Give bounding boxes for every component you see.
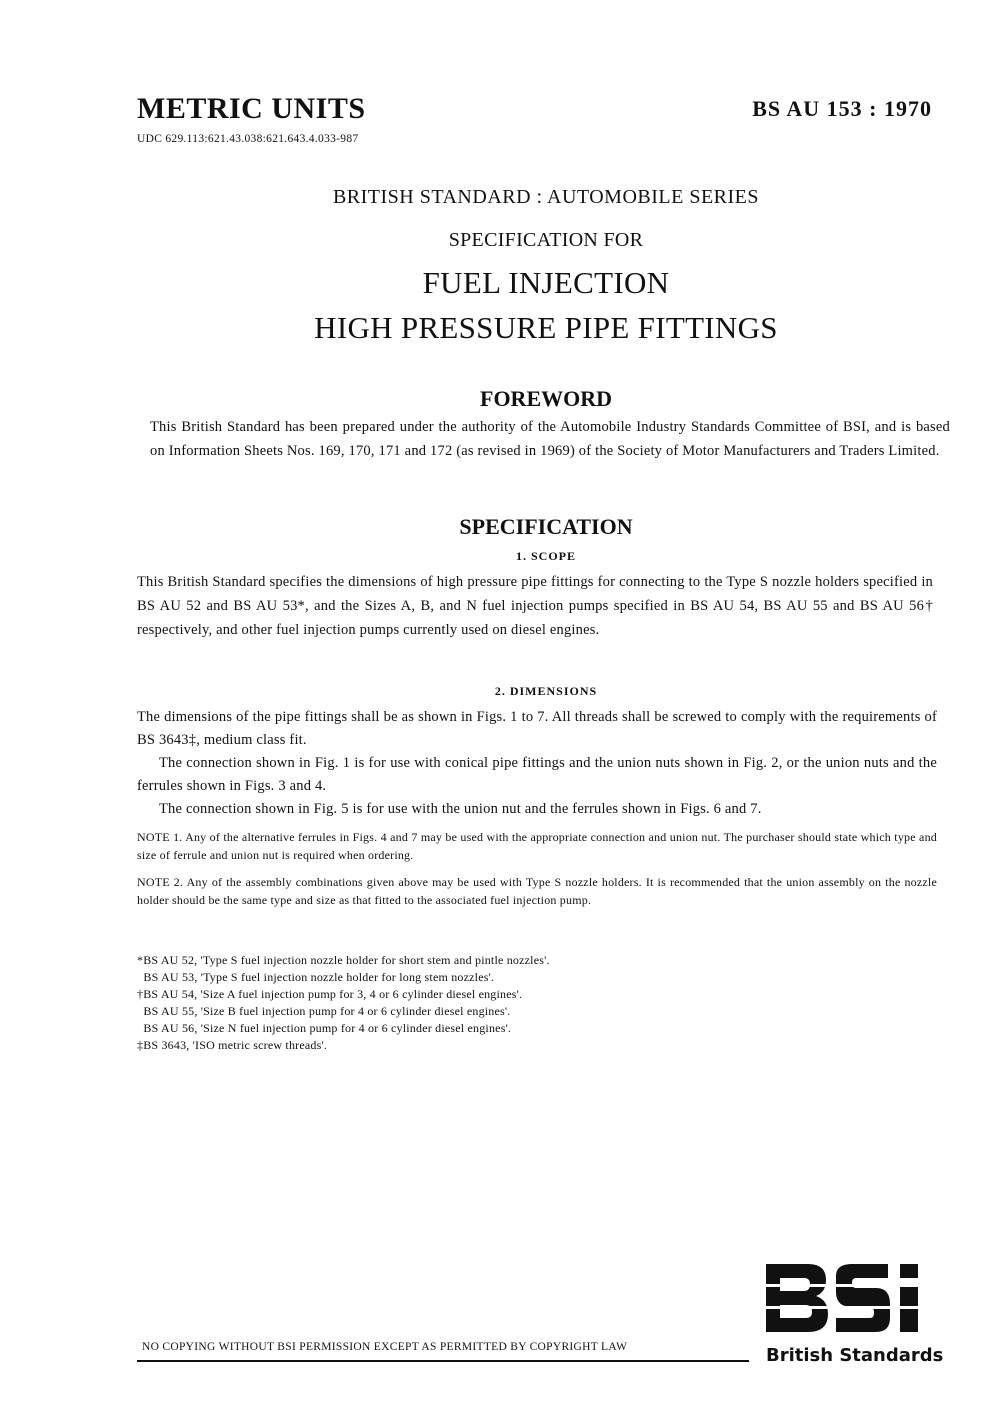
- footnote: BS AU 55, 'Size B fuel injection pump for 4 or 6 cylinder diesel engines'.: [137, 1004, 511, 1018]
- dimensions-paragraph-3: The connection shown in Fig. 5 is for use with the union nut and the ferrules shown in Figs. 6 and 7.: [159, 801, 762, 817]
- series-title: BRITISH STANDARD : AUTOMOBILE SERIES: [332, 186, 760, 208]
- foreword-heading: FOREWORD: [480, 386, 612, 411]
- footnotes: [137, 952, 837, 1054]
- foreword-body: This British Standard has been prepared under the authority of the Automobile Industry Standards Committee of BSI, and is based on Information Sheets Nos. 169, 170, 171 and 172 (as revised in 1969) of the Society of Motor Manufacturers and Traders Limited.: [150, 419, 950, 459]
- notes: [137, 828, 937, 918]
- specification-for-label: SPECIFICATION FOR: [448, 229, 644, 251]
- specification-heading: SPECIFICATION: [459, 514, 633, 539]
- document-title-line-1: FUEL INJECTION: [422, 265, 670, 300]
- footnote: ‡BS 3643, 'ISO metric screw threads'.: [137, 1038, 328, 1052]
- dimensions-paragraph-2: The connection shown in Fig. 1 is for use with conical pipe fittings and the union nuts shown in Fig. 2, or the union nuts and the ferrules shown in Figs. 3 and 4.: [137, 755, 937, 794]
- note-1: NOTE 1. Any of the alternative ferrules in Figs. 4 and 7 may be used with the appropriate connection and union nut. The purchaser should state which type and size of ferrule and union nut is required when ordering.: [137, 830, 937, 862]
- dimensions-paragraph-1: The dimensions of the pipe fittings shall be as shown in Figs. 1 to 7. All threads shall be screwed to comply with the requirements of BS 3643‡, medium class fit.: [137, 709, 937, 748]
- document-title-line-2: HIGH PRESSURE PIPE FITTINGS: [314, 310, 778, 345]
- dimensions-body: [137, 706, 937, 821]
- scope-heading: 1. SCOPE: [515, 549, 576, 563]
- metric-units-label: METRIC UNITS: [137, 92, 366, 125]
- scope-body: This British Standard specifies the dimensions of high pressure pipe fittings for connecting to the Type S nozzle holders specified in BS AU 52 and BS AU 53*, and the Sizes A, B, and N fuel injection pumps specified in BS AU 54, BS AU 55 and BS AU 56† respectively, and other fuel injection pumps currently used on diesel engines.: [137, 574, 933, 638]
- british-standards-wordmark: British Standards: [766, 1345, 944, 1366]
- note-2: NOTE 2. Any of the assembly combinations given above may be used with Type S nozzle holders. It is recommended that the union assembly on the nozzle holder should be the same type and size as that fitted to the associated fuel injection pump.: [137, 875, 937, 907]
- footnote: BS AU 56, 'Size N fuel injection pump for 4 or 6 cylinder diesel engines'.: [137, 1021, 512, 1035]
- standard-number: BS AU 153 : 1970: [752, 96, 932, 121]
- copyright-rule: [137, 1360, 749, 1362]
- copyright-notice: NO COPYING WITHOUT BSI PERMISSION EXCEPT AS PERMITTED BY COPYRIGHT LAW: [142, 1341, 628, 1353]
- dimensions-heading: 2. DIMENSIONS: [494, 684, 598, 698]
- footnote: *BS AU 52, 'Type S fuel injection nozzle holder for short stem and pintle nozzles'.: [137, 953, 550, 967]
- footnote: †BS AU 54, 'Size A fuel injection pump for 3, 4 or 6 cylinder diesel engines'.: [137, 987, 523, 1001]
- footnote: BS AU 53, 'Type S fuel injection nozzle holder for long stem nozzles'.: [137, 970, 495, 984]
- udc-classification: UDC 629.113:621.43.038:621.643.4.033-987: [137, 133, 359, 145]
